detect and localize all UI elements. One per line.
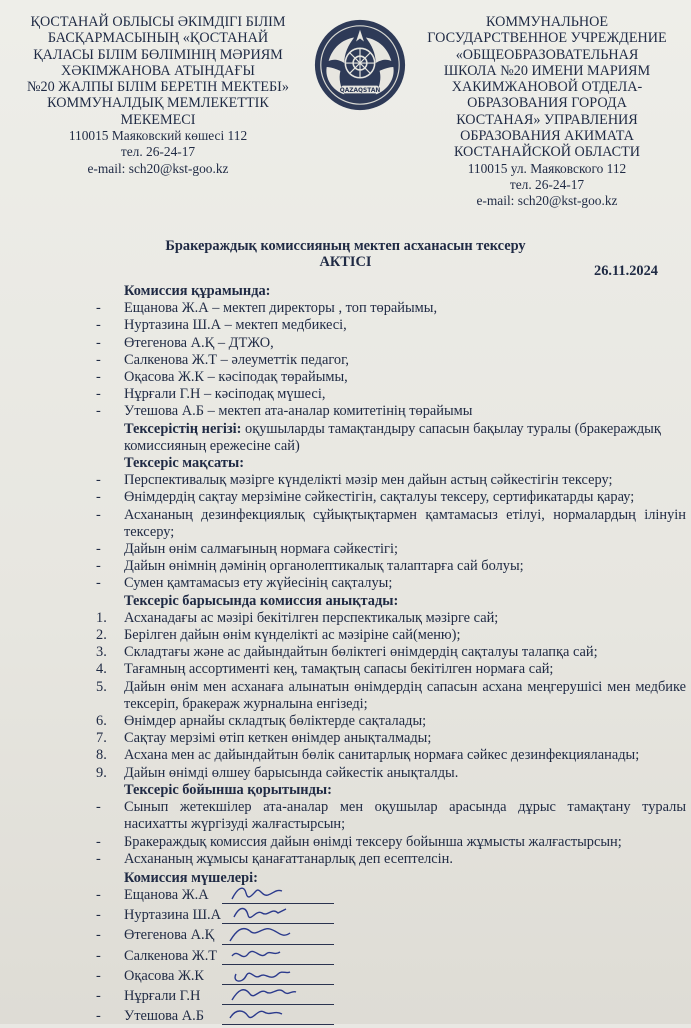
finding-text: Асханадағы ас мәзірі бекітілген перспектикалық мәзірге сай; xyxy=(124,609,499,626)
header-kazakh-line: МЕКЕМЕСІ xyxy=(120,111,196,128)
finding-number: 1. xyxy=(96,609,107,626)
finding-text: Дайын өнімді өлшеу барысында сәйкестік анықталды. xyxy=(124,764,459,781)
finding-text: Дайын өнім мен асханаға алынатын өнімдердің сапасын асхана меңгерушісі мен медбике тексеріп, бракераж журналына енгізеді; xyxy=(124,678,686,712)
finding-text: Өнімдер арнайы складтық бөліктерде сақталады; xyxy=(124,713,427,730)
signatory-name: Өтегенова А.Қ xyxy=(124,927,215,944)
header-russian-line: КОММУНАЛЬНОЕ xyxy=(485,14,609,30)
conclusion-item: - Асхананың жұмысы қанағаттанарлық деп есептелсін. xyxy=(96,851,686,868)
signature-row xyxy=(96,907,686,927)
header-russian-line: ШКОЛА №20 ИМЕНИ МАРИЯМ xyxy=(443,62,651,79)
header-russian-line: ОБРАЗОВАНИЯ ГОРОДА xyxy=(467,95,627,112)
header-kazakh-block xyxy=(8,14,308,177)
signature-row xyxy=(96,887,686,907)
conclusion-heading: Тексеріс бойынша қорытынды: xyxy=(124,781,332,798)
purpose-item: - Дайын өнім салмағының нормаға сәйкестігі; xyxy=(96,541,686,558)
commission-heading: Комиссия құрамында: xyxy=(124,283,271,299)
signature-row xyxy=(96,948,686,968)
signatory-name: Утешова А.Б xyxy=(124,1008,204,1025)
document-body xyxy=(96,283,686,1028)
header-kazakh-line: №20 ЖАЛПЫ БІЛІМ БЕРЕТІН МЕКТЕБІ» xyxy=(27,79,289,96)
header-russian-phone: тел. 26-24-17 xyxy=(509,176,585,192)
signature-row xyxy=(96,968,686,988)
header-russian-line: ОБРАЗОВАНИЯ АКИМАТА xyxy=(460,128,634,145)
commission-member: - Нұрғали Г.Н – кәсіподақ мүшесі, xyxy=(96,386,686,403)
signature-row xyxy=(96,1008,686,1028)
signatory-name: Ещанова Ж.А xyxy=(124,887,209,904)
signature-row xyxy=(96,927,686,947)
header-kazakh-line: БАСҚАРМАСЫНЫҢ «ҚОСТАНАЙ xyxy=(47,30,269,47)
signatures-heading: Комиссия мүшелері: xyxy=(124,869,258,886)
document-date: 26.11.2024 xyxy=(594,263,658,279)
header-russian-email: e-mail: sch20@kst-goo.kz xyxy=(476,193,618,209)
finding-number: 6. xyxy=(96,713,107,730)
header-kazakh-address: 110015 Маяковский көшесі 112 xyxy=(68,128,248,144)
commission-member: - Өтегенова А.Қ – ДТЖО, xyxy=(96,335,686,352)
commission-member: - Ещанова Ж.А – мектеп директоры , топ төрайымы, xyxy=(96,300,686,317)
finding-text: Берілген дайын өнім күнделікті ас мәзіріне сай(меню); xyxy=(124,627,461,644)
header-kazakh-email: e-mail: sch20@kst-goo.kz xyxy=(87,160,229,176)
commission-member: - Утешова А.Б – мектеп ата-аналар комитетінің төрайымы xyxy=(96,403,686,420)
handwritten-signature xyxy=(226,1002,336,1028)
finding-text: Асхана мен ас дайындайтын бөлік санитарлық нормаға сәйкес дезинфекцияланады; xyxy=(124,747,640,764)
findings-heading: Тексеріс барысында комиссия анықтады: xyxy=(124,592,399,609)
purpose-heading: Тексеріс мақсаты: xyxy=(124,455,244,472)
finding-item xyxy=(96,610,686,627)
header-kazakh-line: ХӘКІМЖАНОВА АТЫНДАҒЫ xyxy=(61,62,255,79)
signature-row xyxy=(96,988,686,1008)
finding-text: Тағамның ассортименті кең, тамақтың сапасы бекітілген нормаға сай; xyxy=(124,661,554,678)
purpose-item: - Сумен қамтамасыз ету жүйесінің сақталуы; xyxy=(96,575,686,592)
header-russian-line: КОСТАНАЙСКОЙ ОБЛАСТИ xyxy=(453,144,641,161)
finding-item xyxy=(96,730,686,747)
purpose-item: - Перспективалық мәзірге күнделікті мәзір мен дайын астың сәйкестігін тексеру; xyxy=(96,472,686,489)
finding-item xyxy=(96,713,686,730)
finding-item xyxy=(96,747,686,764)
finding-text: Складтағы және ас дайындайтын бөліктегі өнімдердің сақталуы талапқа сай; xyxy=(124,644,598,661)
header-russian-line: ГОСУДАРСТВЕННОЕ УЧРЕЖДЕНИЕ xyxy=(427,30,667,47)
header-russian-line: ХАКИМЖАНОВОЙ ОТДЕЛА- xyxy=(451,79,643,96)
header-russian-line: КОСТАНАЯ» УПРАВЛЕНИЯ xyxy=(456,111,638,128)
inspection-basis-label: Тексерістің негізі: xyxy=(124,420,242,437)
header-kazakh-line: ҚОСТАНАЙ ОБЛЫСЫ ӘКІМДІГІ БІЛІМ xyxy=(30,14,286,30)
finding-item xyxy=(96,644,686,661)
signatory-name: Салкенова Ж.Т xyxy=(124,947,218,964)
purpose-item: - Асхананың дезинфекциялық сұйықтықтармен қамтамасыз етілуі, нормалардың ілінуін тексеру; xyxy=(96,507,686,541)
document-title xyxy=(0,238,691,270)
commission-member: - Салкенова Ж.Т – әлеуметтік педагог, xyxy=(96,352,686,369)
finding-item xyxy=(96,765,686,782)
finding-item xyxy=(96,679,686,713)
commission-member: - Оқасова Ж.К – кәсіподақ төрайымы, xyxy=(96,369,686,386)
header-russian-address: 110015 ул. Маяковского 112 xyxy=(467,160,627,176)
document-title-act: АКТІСІ xyxy=(319,254,372,270)
purpose-item: - Өнімдердің сақтау мерзіміне сәйкестігін, сақталуы тексеру, сертификатарды қарау; xyxy=(96,489,686,506)
emblem-text: QAZAQSTAN xyxy=(339,87,381,94)
header-russian-block xyxy=(410,14,684,210)
signatory-name: Нұрғали Г.Н xyxy=(124,988,201,1005)
inspection-basis-text: оқушыларды тамақтандыру сапасын бақылау туралы (бракераждық комиссияның ережесіне сай) xyxy=(124,420,661,454)
purpose-item: - Дайын өнімнің дәмінің органолептикалық талаптарға сай болуы; xyxy=(96,558,686,575)
header-kazakh-line: КОММУНАЛДЫҚ МЕМЛЕКЕТТІК xyxy=(47,95,269,112)
finding-number: 9. xyxy=(96,764,107,781)
header-kazakh-phone: тел. 26-24-17 xyxy=(120,144,196,160)
signature-list xyxy=(96,887,686,1028)
conclusion-item: - Бракераждық комиссия дайын өнімді тексеру бойынша жұмысты жалғастырсын; xyxy=(96,834,686,851)
signatory-name: Нуртазина Ш.А xyxy=(124,907,222,924)
document-title-line: Бракераждық комиссияның мектеп асханасын тексеру xyxy=(165,238,526,254)
finding-number: 3. xyxy=(96,644,107,661)
header-kazakh-line: ҚАЛАСЫ БІЛІМ БӨЛІМІНІҢ МӘРИЯМ xyxy=(33,46,283,63)
finding-item xyxy=(96,661,686,678)
finding-number: 7. xyxy=(96,730,107,747)
conclusion-item: - Сынып жетекшілер ата-аналар мен оқушылар арасында дұрыс тамақтану туралы насихатты жүргізуді жалғастырсын; xyxy=(96,799,686,833)
finding-number: 8. xyxy=(96,747,107,764)
finding-number: 4. xyxy=(96,661,107,678)
inspection-basis xyxy=(96,421,686,455)
signatory-name: Оқасова Ж.К xyxy=(124,967,205,984)
finding-text: Сақтау мерзімі өтіп кеткен өнімдер анықталмады; xyxy=(124,730,432,747)
finding-number: 2. xyxy=(96,627,107,644)
finding-item xyxy=(96,627,686,644)
finding-number: 5. xyxy=(96,678,107,695)
header-russian-line: «ОБЩЕОБРАЗОВАТЕЛЬНАЯ xyxy=(455,46,639,63)
kazakhstan-state-emblem-icon xyxy=(311,16,409,114)
commission-member: - Нуртазина Ш.А – мектеп медбикесі, xyxy=(96,317,686,334)
